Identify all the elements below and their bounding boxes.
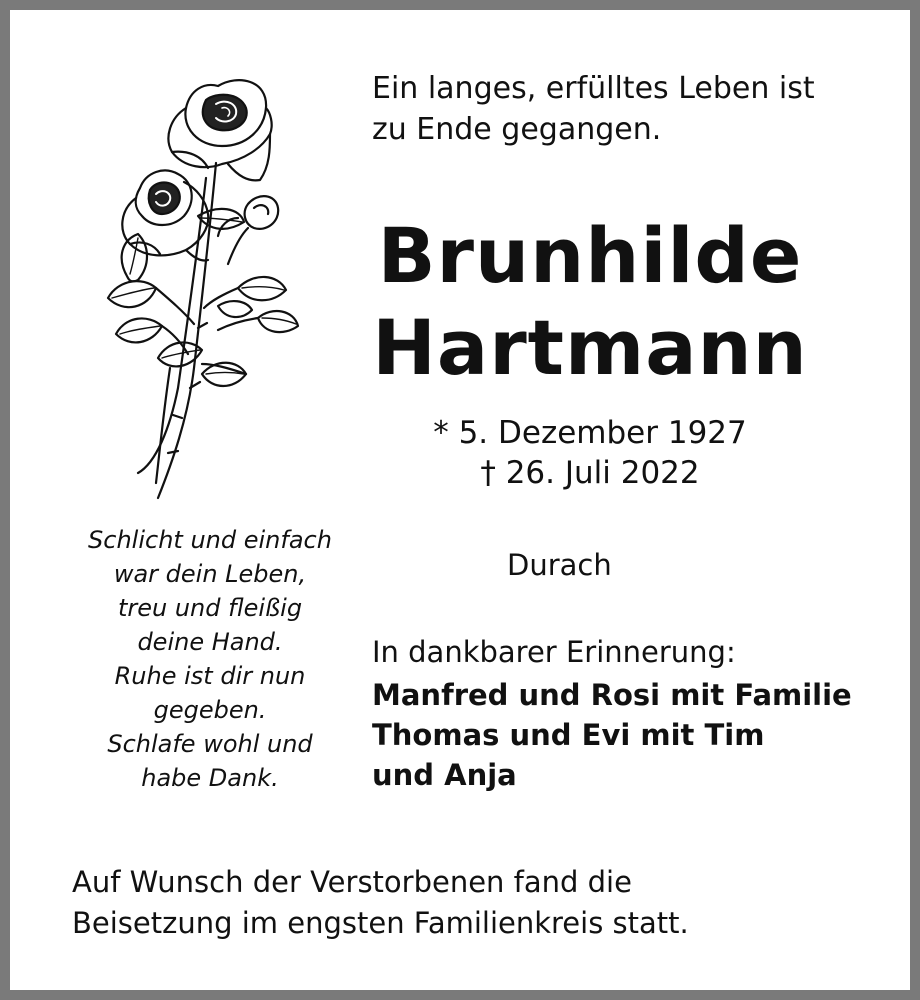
intro-line: zu Ende gegangen. (372, 112, 662, 147)
mourners-list (372, 675, 912, 795)
obituary-card (9, 9, 911, 991)
mourner-line: und Anja (372, 758, 517, 792)
intro-text (372, 68, 892, 150)
life-dates (390, 413, 790, 493)
poem-line: treu und fleißig (117, 594, 303, 622)
deceased-last-name: Hartmann (372, 303, 808, 392)
intro-line: Ein langes, erfülltes Leben ist (372, 71, 815, 106)
closing-line: Beisetzung im engsten Familienkreis statt. (72, 906, 689, 940)
deceased-first-name: Brunhilde (377, 211, 803, 300)
deceased-name (350, 210, 830, 394)
birth-date: * 5. Dezember 1927 (433, 415, 747, 451)
thanks-heading: In dankbarer Erinnerung: (372, 635, 736, 669)
place-of-residence: Durach (507, 548, 612, 582)
poem-line: Ruhe ist dir nun (114, 662, 306, 690)
poem-line: deine Hand. (137, 628, 283, 656)
poem-line: Schlafe wohl und (107, 730, 313, 758)
poem-line: habe Dank. (141, 764, 279, 792)
mourner-line: Manfred und Rosi mit Familie (372, 678, 852, 712)
poem-line: war dein Leben, (113, 560, 307, 588)
memorial-poem (60, 523, 360, 795)
mourner-line: Thomas und Evi mit Tim (372, 718, 765, 752)
closing-note (72, 862, 852, 944)
poem-line: gegeben. (153, 696, 267, 724)
rose-illustration-icon (98, 68, 308, 508)
poem-line: Schlicht und einfach (88, 526, 332, 554)
closing-line: Auf Wunsch der Verstorbenen fand die (72, 865, 632, 899)
death-date: † 26. Juli 2022 (480, 455, 700, 491)
